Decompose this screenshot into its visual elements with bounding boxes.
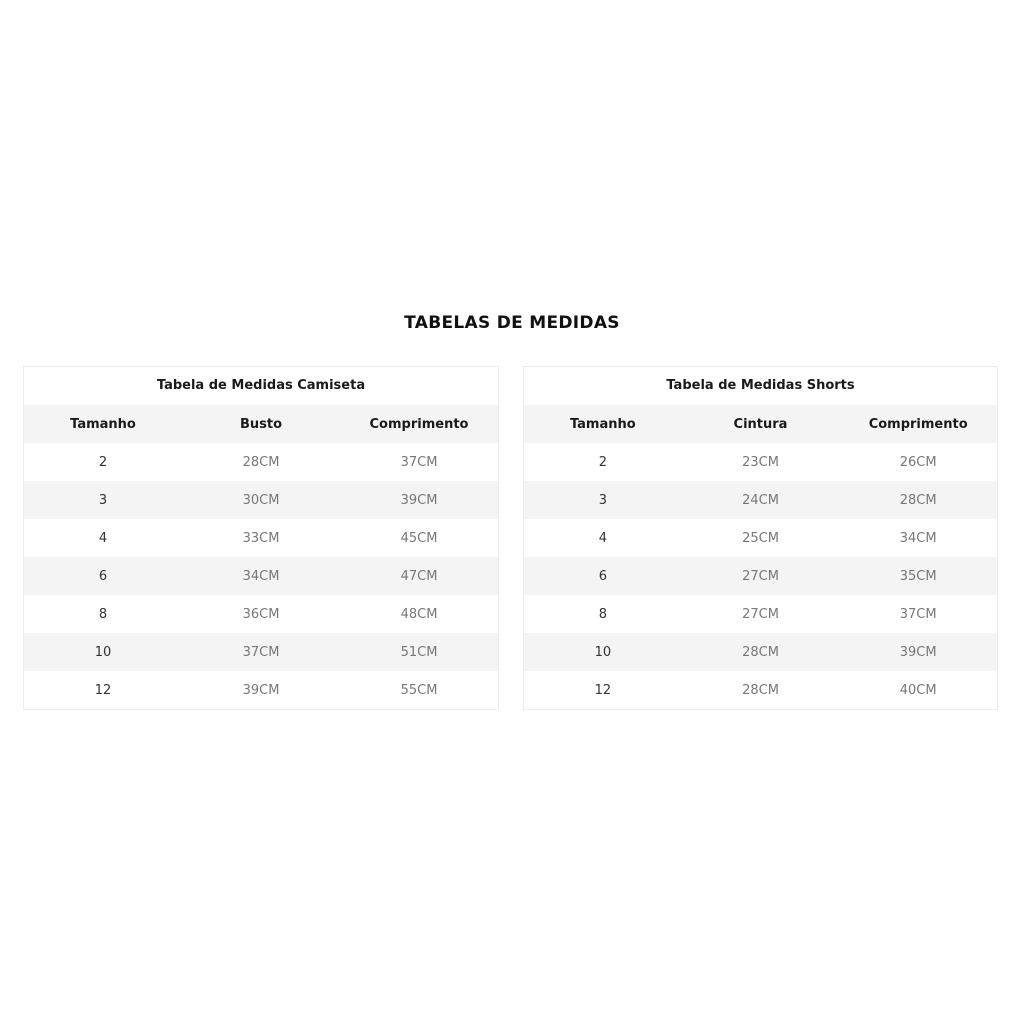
size-cell: 6 (98, 568, 108, 584)
length-cell: 28CM (899, 492, 937, 508)
length-cell: 55CM (400, 682, 438, 698)
waist-cell: 25CM (742, 530, 779, 546)
table-row (24, 443, 498, 481)
table-row (24, 519, 498, 557)
length-cell: 37CM (400, 454, 438, 470)
table-header-row (24, 405, 498, 443)
table-row (524, 481, 997, 519)
table-row (24, 633, 498, 671)
waist-cell: 28CM (742, 644, 779, 660)
bust-cell: 37CM (242, 644, 280, 660)
size-cell: 8 (98, 606, 108, 622)
table-header-row (524, 405, 997, 443)
bust-cell: 34CM (242, 568, 280, 584)
table-caption: Tabela de Medidas Camiseta (156, 378, 366, 393)
bust-cell: 33CM (242, 530, 280, 546)
column-header-length: Comprimento (868, 416, 968, 432)
shirt-size-table (23, 366, 499, 710)
table-row (24, 557, 498, 595)
size-cell: 8 (598, 606, 607, 622)
size-cell: 6 (598, 568, 607, 584)
size-cell: 4 (598, 530, 607, 546)
table-row (524, 519, 997, 557)
size-cell: 2 (598, 454, 607, 470)
size-cell: 10 (594, 644, 612, 660)
size-cell: 2 (98, 454, 108, 470)
length-cell: 47CM (400, 568, 438, 584)
column-header-bust: Busto (239, 416, 283, 432)
length-cell: 26CM (899, 454, 937, 470)
size-cell: 10 (94, 644, 112, 660)
column-header-size: Tamanho (70, 416, 136, 432)
size-cell: 12 (594, 682, 612, 698)
length-cell: 40CM (899, 682, 937, 698)
length-cell: 51CM (400, 644, 438, 660)
table-row (524, 671, 997, 709)
waist-cell: 28CM (742, 682, 779, 698)
length-cell: 39CM (400, 492, 438, 508)
waist-cell: 24CM (742, 492, 779, 508)
table-row (24, 481, 498, 519)
table-row (524, 557, 997, 595)
waist-cell: 23CM (742, 454, 779, 470)
bust-cell: 39CM (242, 682, 280, 698)
length-cell: 39CM (899, 644, 937, 660)
bust-cell: 30CM (242, 492, 280, 508)
size-cell: 4 (98, 530, 108, 546)
table-row (524, 633, 997, 671)
size-cell: 3 (98, 492, 108, 508)
table-row (24, 671, 498, 709)
waist-cell: 27CM (742, 606, 779, 622)
shorts-size-table (523, 366, 998, 710)
bust-cell: 36CM (242, 606, 280, 622)
size-cell: 12 (94, 682, 112, 698)
table-row (24, 595, 498, 633)
length-cell: 35CM (899, 568, 937, 584)
length-cell: 48CM (400, 606, 438, 622)
bust-cell: 28CM (242, 454, 280, 470)
table-row (524, 595, 997, 633)
size-cell: 3 (598, 492, 607, 508)
table-row (524, 443, 997, 481)
table-caption: Tabela de Medidas Shorts (666, 378, 855, 393)
waist-cell: 27CM (742, 568, 779, 584)
page-title: TABELAS DE MEDIDAS (404, 313, 620, 333)
column-header-length: Comprimento (369, 416, 469, 432)
column-header-size: Tamanho (569, 416, 636, 432)
length-cell: 34CM (899, 530, 937, 546)
column-header-waist: Cintura (733, 416, 788, 432)
length-cell: 37CM (899, 606, 937, 622)
length-cell: 45CM (400, 530, 438, 546)
